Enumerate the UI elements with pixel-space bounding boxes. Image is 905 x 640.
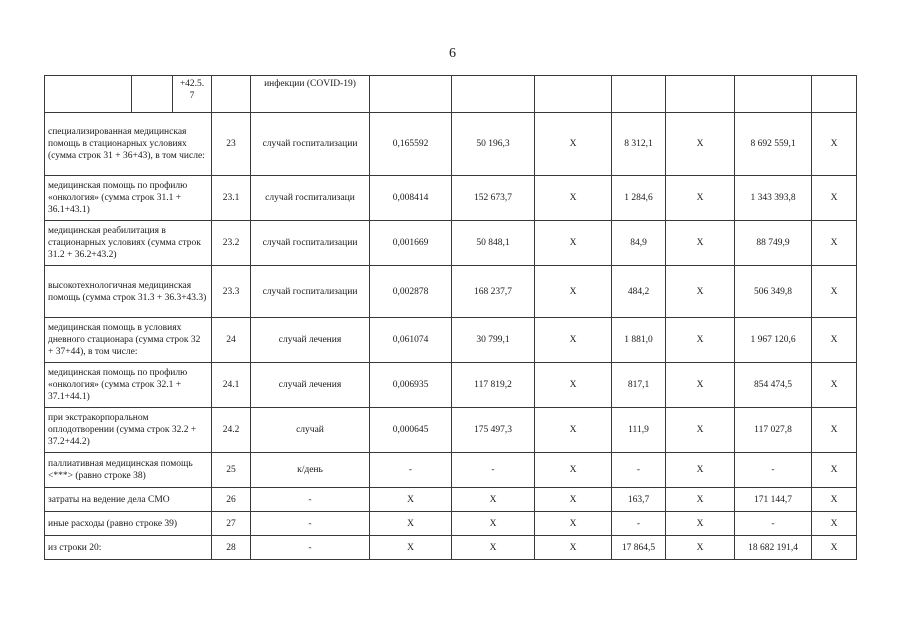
blank-cell xyxy=(666,76,735,113)
table-row xyxy=(45,512,857,536)
description-cell: медицинская реабилитация в стационарных условиях (сумма строк 31.2 + 36.2+43.2) xyxy=(45,221,212,266)
table-row xyxy=(45,113,857,176)
unit-cell: случай госпитализаци xyxy=(251,176,370,221)
value-cell: X xyxy=(812,363,857,408)
data-table xyxy=(44,75,857,560)
blank-cell xyxy=(812,76,857,113)
unit-cell: случай лечения xyxy=(251,363,370,408)
value-cell: X xyxy=(666,266,735,318)
description-cell: высокотехнологичная медицинская помощь (сумма строк 31.3 + 36.3+43.3) xyxy=(45,266,212,318)
value-cell: X xyxy=(535,113,612,176)
value-cell: X xyxy=(666,363,735,408)
norm-cell: 0,006935 xyxy=(370,363,452,408)
value-cell: X xyxy=(535,453,612,488)
value-cell: X xyxy=(666,113,735,176)
value-cell: X xyxy=(812,176,857,221)
value-cell: 18 682 191,4 xyxy=(735,536,812,560)
value-cell: X xyxy=(666,176,735,221)
cost-cell: X xyxy=(452,536,535,560)
value-cell: X xyxy=(666,536,735,560)
page-number: 6 xyxy=(449,46,456,61)
blank-cell xyxy=(212,76,251,113)
table-row xyxy=(45,76,857,113)
norm-cell: X xyxy=(370,488,452,512)
value-cell: X xyxy=(535,512,612,536)
unit-cell: случай xyxy=(251,408,370,453)
value-cell: 111,9 xyxy=(612,408,666,453)
value-cell: 1 967 120,6 xyxy=(735,318,812,363)
cost-cell: 175 497,3 xyxy=(452,408,535,453)
line-number-cell: 23.3 xyxy=(212,266,251,318)
value-cell: X xyxy=(535,318,612,363)
line-number-cell: 24.2 xyxy=(212,408,251,453)
blank-cell xyxy=(452,76,535,113)
blank-cell xyxy=(45,76,132,113)
table-row xyxy=(45,363,857,408)
cost-cell: - xyxy=(452,453,535,488)
line-number-cell: 26 xyxy=(212,488,251,512)
value-cell: 171 144,7 xyxy=(735,488,812,512)
blank-cell xyxy=(535,76,612,113)
value-cell: 1 343 393,8 xyxy=(735,176,812,221)
cost-cell: 117 819,2 xyxy=(452,363,535,408)
norm-cell: 0,000645 xyxy=(370,408,452,453)
value-cell: 8 692 559,1 xyxy=(735,113,812,176)
value-cell: X xyxy=(535,363,612,408)
value-cell: 1 881,0 xyxy=(612,318,666,363)
blank-cell xyxy=(370,76,452,113)
blank-cell xyxy=(132,76,173,113)
unit-cell: случай госпитализации xyxy=(251,266,370,318)
unit-cell: - xyxy=(251,536,370,560)
unit-cell: случай госпитализации xyxy=(251,113,370,176)
value-cell: X xyxy=(666,318,735,363)
description-cell: паллиативная медицинская помощь <***> (равно строке 38) xyxy=(45,453,212,488)
norm-cell: 0,002878 xyxy=(370,266,452,318)
unit-cell: случай лечения xyxy=(251,318,370,363)
code-cell: +42.5. 7 xyxy=(173,76,212,113)
value-cell: 163,7 xyxy=(612,488,666,512)
line-number-cell: 23 xyxy=(212,113,251,176)
value-cell: X xyxy=(666,488,735,512)
value-cell: 17 864,5 xyxy=(612,536,666,560)
value-cell: 88 749,9 xyxy=(735,221,812,266)
unit-cell: - xyxy=(251,512,370,536)
table-row xyxy=(45,266,857,318)
blank-cell xyxy=(612,76,666,113)
value-cell: - xyxy=(735,453,812,488)
value-cell: - xyxy=(612,512,666,536)
value-cell: 506 349,8 xyxy=(735,266,812,318)
cost-cell: 152 673,7 xyxy=(452,176,535,221)
line-number-cell: 24 xyxy=(212,318,251,363)
value-cell: X xyxy=(812,221,857,266)
value-cell: - xyxy=(735,512,812,536)
table-row xyxy=(45,408,857,453)
value-cell: X xyxy=(535,536,612,560)
value-cell: X xyxy=(812,512,857,536)
norm-cell: 0,001669 xyxy=(370,221,452,266)
value-cell: 854 474,5 xyxy=(735,363,812,408)
norm-cell: 0,008414 xyxy=(370,176,452,221)
value-cell: X xyxy=(812,488,857,512)
line-number-cell: 23.2 xyxy=(212,221,251,266)
description-cell: медицинская помощь по профилю «онкология» (сумма строк 31.1 + 36.1+43.1) xyxy=(45,176,212,221)
value-cell: X xyxy=(535,221,612,266)
line-number-cell: 24.1 xyxy=(212,363,251,408)
description-cell: из строки 20: xyxy=(45,536,212,560)
cost-cell: X xyxy=(452,488,535,512)
unit-cell: к/день xyxy=(251,453,370,488)
table-row xyxy=(45,221,857,266)
line-number-cell: 25 xyxy=(212,453,251,488)
table-row xyxy=(45,453,857,488)
value-cell: 84,9 xyxy=(612,221,666,266)
unit-cell: инфекции (COVID-19) xyxy=(251,76,370,113)
norm-cell: 0,165592 xyxy=(370,113,452,176)
table-row xyxy=(45,536,857,560)
value-cell: 1 284,6 xyxy=(612,176,666,221)
description-cell: медицинская помощь в условиях дневного стационара (сумма строк 32 + 37+44), в том числе: xyxy=(45,318,212,363)
description-cell: при экстракорпоральном оплодотворении (сумма строк 32.2 + 37.2+44.2) xyxy=(45,408,212,453)
value-cell: X xyxy=(812,408,857,453)
value-cell: - xyxy=(612,453,666,488)
value-cell: 484,2 xyxy=(612,266,666,318)
table-row xyxy=(45,318,857,363)
norm-cell: X xyxy=(370,536,452,560)
unit-cell: случай госпитализации xyxy=(251,221,370,266)
value-cell: X xyxy=(666,512,735,536)
value-cell: X xyxy=(812,113,857,176)
blank-cell xyxy=(735,76,812,113)
norm-cell: 0,061074 xyxy=(370,318,452,363)
value-cell: X xyxy=(666,453,735,488)
description-cell: медицинская помощь по профилю «онкология» (сумма строк 32.1 + 37.1+44.1) xyxy=(45,363,212,408)
unit-cell: - xyxy=(251,488,370,512)
description-cell: затраты на ведение дела СМО xyxy=(45,488,212,512)
value-cell: X xyxy=(666,408,735,453)
description-cell: иные расходы (равно строке 39) xyxy=(45,512,212,536)
cost-cell: 30 799,1 xyxy=(452,318,535,363)
value-cell: X xyxy=(535,176,612,221)
line-number-cell: 27 xyxy=(212,512,251,536)
value-cell: X xyxy=(535,266,612,318)
description-cell: специализированная медицинская помощь в стационарных условиях (сумма строк 31 + 36+43), в том числе: xyxy=(45,113,212,176)
value-cell: X xyxy=(812,453,857,488)
line-number-cell: 28 xyxy=(212,536,251,560)
value-cell: X xyxy=(812,536,857,560)
cost-cell: 50 848,1 xyxy=(452,221,535,266)
value-cell: 817,1 xyxy=(612,363,666,408)
table-row xyxy=(45,488,857,512)
table-row xyxy=(45,176,857,221)
value-cell: X xyxy=(812,318,857,363)
line-number-cell: 23.1 xyxy=(212,176,251,221)
norm-cell: - xyxy=(370,453,452,488)
norm-cell: X xyxy=(370,512,452,536)
cost-cell: 50 196,3 xyxy=(452,113,535,176)
value-cell: 8 312,1 xyxy=(612,113,666,176)
value-cell: X xyxy=(535,408,612,453)
value-cell: X xyxy=(535,488,612,512)
cost-cell: 168 237,7 xyxy=(452,266,535,318)
value-cell: X xyxy=(812,266,857,318)
value-cell: X xyxy=(666,221,735,266)
cost-cell: X xyxy=(452,512,535,536)
value-cell: 117 027,8 xyxy=(735,408,812,453)
